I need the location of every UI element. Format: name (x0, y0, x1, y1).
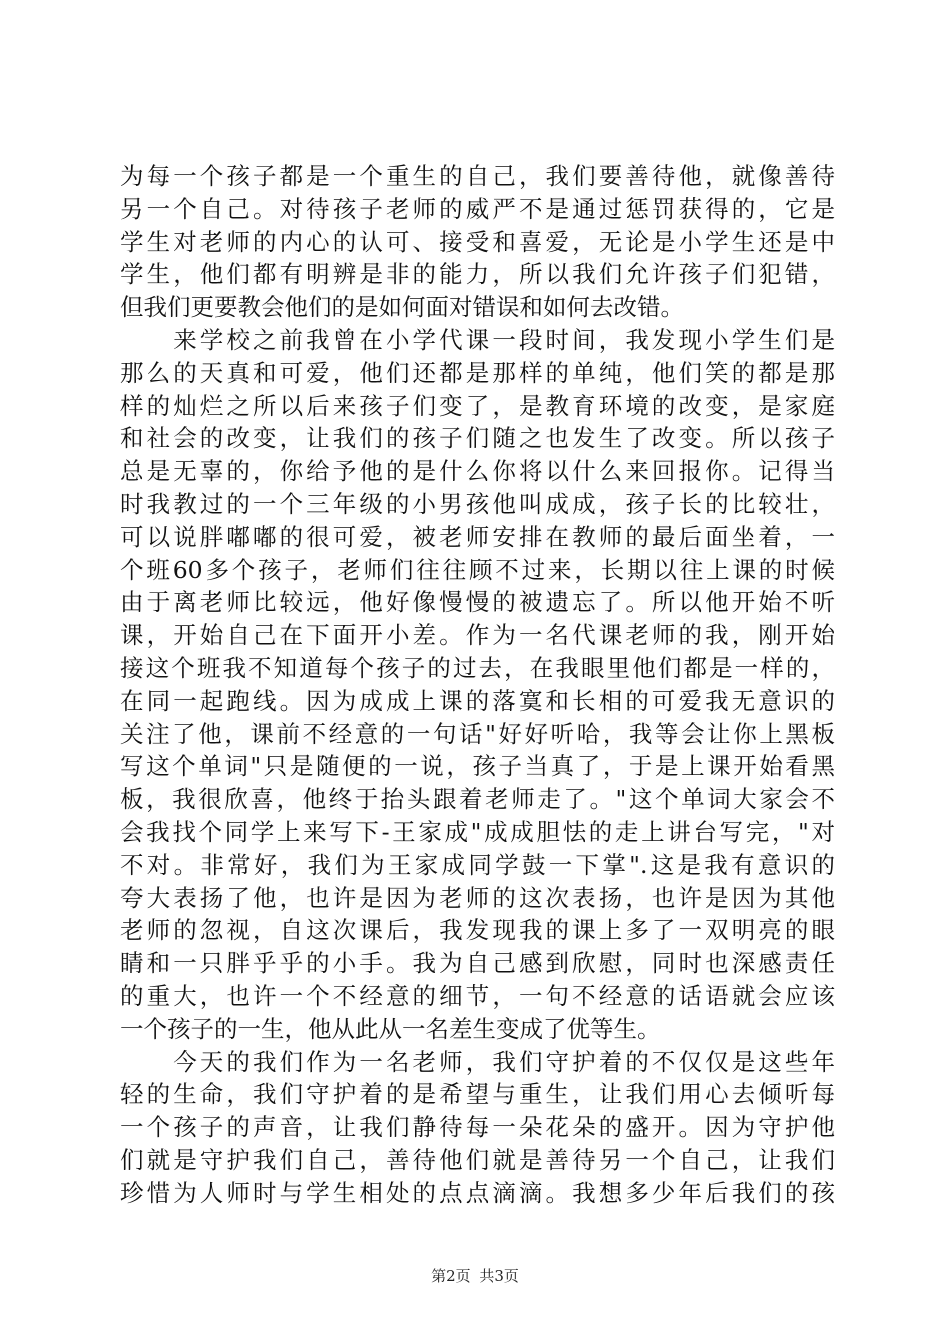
text-line: 今天的我们作为一名老师，我们守护着的不仅仅是这些年 (120, 1047, 835, 1076)
text-line: 的重大，也许一个不经意的细节，一句不经意的话语就会应该 (120, 981, 835, 1010)
text-line: 夸大表扬了他，也许是因为老师的这次表扬，也许是因为其他 (120, 883, 835, 912)
text-line: 会我找个同学上来写下-王家成"成成胆怯的走上讲台写完，"对 (120, 817, 835, 846)
text-line: 珍惜为人师时与学生相处的点点滴滴。我想多少年后我们的孩 (120, 1178, 835, 1207)
text-line: 时我教过的一个三年级的小男孩他叫成成，孩子长的比较壮， (120, 489, 835, 518)
page-total: 共3页 (479, 1267, 519, 1285)
text-line: 睛和一只胖乎乎的小手。我为自己感到欣慰，同时也深感责任 (120, 949, 835, 978)
text-line: 接这个班我不知道每个孩子的过去，在我眼里他们都是一样的， (120, 653, 835, 682)
text-line: 由于离老师比较远，他好像慢慢的被遗忘了。所以他开始不听 (120, 588, 835, 617)
text-line: 但我们更要教会他们的是如何面对错误和如何去改错。 (120, 293, 684, 322)
text-line: 不对。非常好，我们为王家成同学鼓一下掌".这是我有意识的 (120, 850, 835, 879)
text-line: 另一个自己。对待孩子老师的威严不是通过惩罚获得的，它是 (120, 194, 835, 223)
paragraph-3 (120, 1046, 835, 1210)
text-line: 一个孩子的声音，让我们静待每一朵花朵的盛开。因为守护他 (120, 1113, 835, 1142)
text-line: 来学校之前我曾在小学代课一段时间，我发现小学生们是 (120, 325, 835, 354)
text-line: 老师的忽视，自这次课后，我发现我的课上多了一双明亮的眼 (120, 916, 835, 945)
text-line: 和社会的改变，让我们的孩子们随之也发生了改变。所以孩子 (120, 424, 835, 453)
text-line: 轻的生命，我们守护着的是希望与重生，让我们用心去倾听每 (120, 1080, 835, 1109)
text-line: 一个孩子的一生，他从此从一名差生变成了优等生。 (120, 1014, 661, 1043)
text-line: 那么的天真和可爱，他们还都是那样的单纯，他们笑的都是那 (120, 358, 835, 387)
document-body (120, 160, 835, 1210)
text-line: 可以说胖嘟嘟的很可爱，被老师安排在教师的最后面坐着，一 (120, 522, 835, 551)
text-line: 样的灿烂之所以后来孩子们变了，是教育环境的改变，是家庭 (120, 391, 835, 420)
text-line: 们就是守护我们自己，善待他们就是善待另一个自己，让我们 (120, 1145, 835, 1174)
page-footer (0, 1266, 950, 1286)
text-line: 关注了他，课前不经意的一句话"好好听哈，我等会让你上黑板 (120, 719, 835, 748)
paragraph-1 (120, 160, 835, 324)
text-line: 写这个单词"只是随便的一说，孩子当真了，于是上课开始看黑 (120, 752, 835, 781)
text-line: 学生，他们都有明辨是非的能力，所以我们允许孩子们犯错， (120, 260, 835, 289)
page-number: 第2页 (431, 1267, 471, 1285)
text-line: 在同一起跑线。因为成成上课的落寞和长相的可爱我无意识的 (120, 686, 835, 715)
text-line: 为每一个孩子都是一个重生的自己，我们要善待他，就像善待 (120, 162, 835, 190)
text-line: 课，开始自己在下面开小差。作为一名代课老师的我，刚开始 (120, 621, 835, 650)
text-line: 学生对老师的内心的认可、接受和喜爱，无论是小学生还是中 (120, 227, 835, 256)
text-line: 总是无辜的，你给予他的是什么你将以什么来回报你。记得当 (120, 457, 835, 486)
text-line: 个班60多个孩子，老师们往往顾不过来，长期以往上课的时候 (120, 555, 835, 584)
text-line: 板，我很欣喜，他终于抬头跟着老师走了。"这个单词大家会不 (120, 785, 835, 814)
paragraph-2 (120, 324, 835, 1046)
